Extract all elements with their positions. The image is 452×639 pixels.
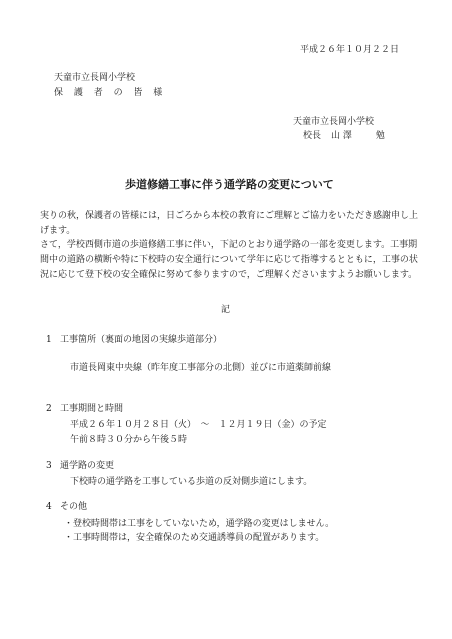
body-paragraph-greeting: 実りの秋，保護者の皆様には，日ごろから本校の教育にご理解とご協力をいただき感謝申し上げます。 [40,211,419,236]
section-number: 3 [46,461,52,471]
recipient-school: 天童市立長岡小学校 [54,73,136,83]
sender-school: 天童市立長岡小学校 [293,117,375,127]
section-heading-text: 工事期間と時間 [60,404,124,414]
body-paragraph-notice: さて，学校西側市道の歩道修繕工事に伴い，下記のとおり通学路の一部を変更します。工事期間中の道路の横断や特に下校時の安全通行について学年に応じて指導するとともに，工事の状況に応じて登下校の安全確保に努めて参りますので，ご理解くださいますようお願いします。 [40,240,418,280]
section-number: 1 [46,335,52,345]
sender-surname: 山 澤 [331,131,352,141]
section-3-heading [46,462,114,471]
recipient-addressee: 保 護 者 の 皆 様 [54,88,167,98]
section-2-line: 平成２６年１０月２８日（火） ～ １２月１９日（金）の予定 [70,420,327,430]
section-heading-text: その他 [60,502,88,512]
document-date: 平成２６年１０月２２日 [300,45,400,55]
section-heading-text: 通学路の変更 [60,461,115,471]
sender-title: 校長 [303,131,322,141]
section-number: 2 [46,404,52,414]
section-4-line: ・登校時間帯は工事をしていないため，通学路の変更はしません。 [64,519,335,529]
section-2-line: 午前８時３０分から午後５時 [70,435,188,445]
section-1-heading [46,336,222,345]
ki-marker: 記 [221,305,231,315]
section-2-heading [46,405,123,414]
section-3-line: 下校時の通学路を工事している歩道の反対側歩道にします。 [70,477,313,487]
section-1-line: 市道長岡東中央線（昨年度工事部分の北側）並びに市道薬師前線 [70,363,332,373]
document-title: 歩道修繕工事に伴う通学路の変更について [125,178,334,191]
section-4-line: ・工事時間帯は，安全確保のため交通誘導員の配置があります。 [64,533,325,543]
section-number: 4 [46,502,52,512]
section-4-heading [46,503,87,512]
section-heading-text: 工事箇所（裏面の地図の実線歩道部分） [60,335,223,345]
sender-given-name: 勉 [375,131,385,141]
sender-principal [303,132,385,141]
